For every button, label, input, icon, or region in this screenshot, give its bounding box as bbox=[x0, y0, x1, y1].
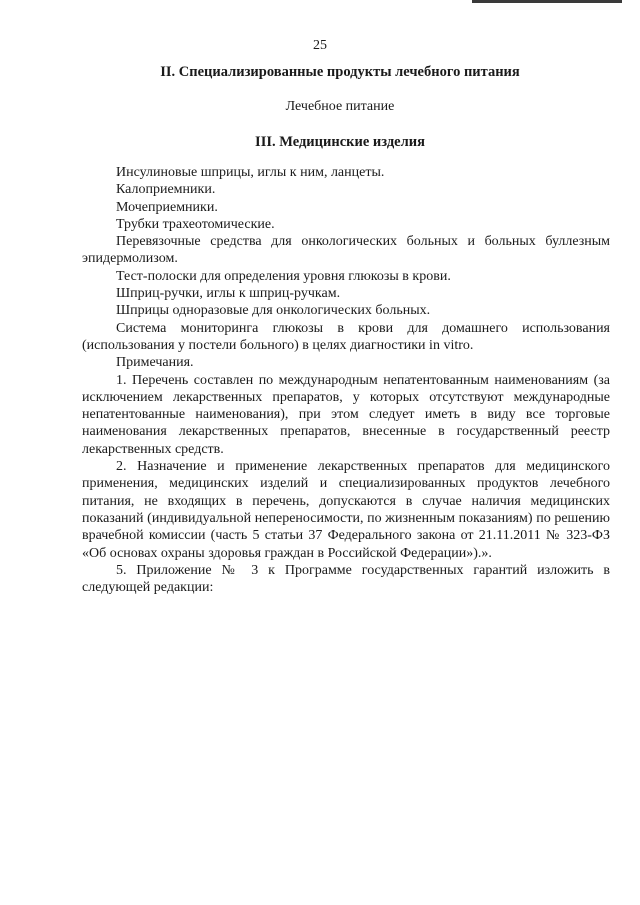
list-item-dressings: Перевязочные средства для онкологических больных и больных буллезным эпидермолизом. bbox=[82, 234, 610, 267]
page-number: 25 bbox=[313, 38, 327, 53]
list-item-colostomy-bags: Калоприемники. bbox=[116, 182, 216, 198]
note-2: 2. Назначение и применение лекарственных препаратов для медицинского применения, медицинских изделий и специализированных продуктов лечебного питания, не входящих в перечень, допускаются в случае наличия медицинских показаний (индивидуальной непереносимости, по жизненным показаниям) по решению врачебной комиссии (часть 5 статьи 37 Федерального закона от 21.11.2011 № 323-ФЗ «Об основах охраны здоровья граждан в Российской Федерации»).». bbox=[82, 459, 610, 561]
notes-heading: Примечания. bbox=[116, 355, 194, 371]
document-body bbox=[82, 164, 610, 596]
list-item-syringe-pens: Шприц-ручки, иглы к шприц-ручкам. bbox=[116, 286, 341, 302]
section-2-title: II. Специализированные продукты лечебного питания bbox=[160, 64, 520, 80]
closing-paragraph: 5. Приложение № 3 к Программе государственных гарантий изложить в следующей редакции: bbox=[82, 562, 610, 596]
section-3-title: III. Медицинские изделия bbox=[255, 134, 425, 150]
list-item-tracheostomy-tubes: Трубки трахеотомические. bbox=[116, 216, 275, 232]
list-item-disposable-syringes: Шприцы одноразовые для онкологических больных. bbox=[116, 303, 431, 319]
list-item-insulin-syringes: Инсулиновые шприцы, иглы к ним, ланцеты. bbox=[116, 165, 385, 180]
list-item-urine-bags: Мочеприемники. bbox=[116, 199, 218, 215]
scan-edge-mark bbox=[472, 0, 622, 3]
note-1: 1. Перечень составлен по международным непатентованным наименованиям (за исключением лекарственных препаратов, у которых отсутствуют международные непатентованные наименования), при этом следует иметь в виду все торговые наименования лекарственных препаратов, внесенные в государственный реестр лекарственных средств. bbox=[82, 372, 610, 457]
section-2-subtitle: Лечебное питание bbox=[285, 99, 395, 114]
list-item-test-strips: Тест-полоски для определения уровня глюкозы в крови. bbox=[116, 268, 451, 284]
list-item-glucose-monitoring: Система мониторинга глюкозы в крови для домашнего использования (использования у постели больного) в целях диагностики in vitro. bbox=[82, 320, 610, 353]
